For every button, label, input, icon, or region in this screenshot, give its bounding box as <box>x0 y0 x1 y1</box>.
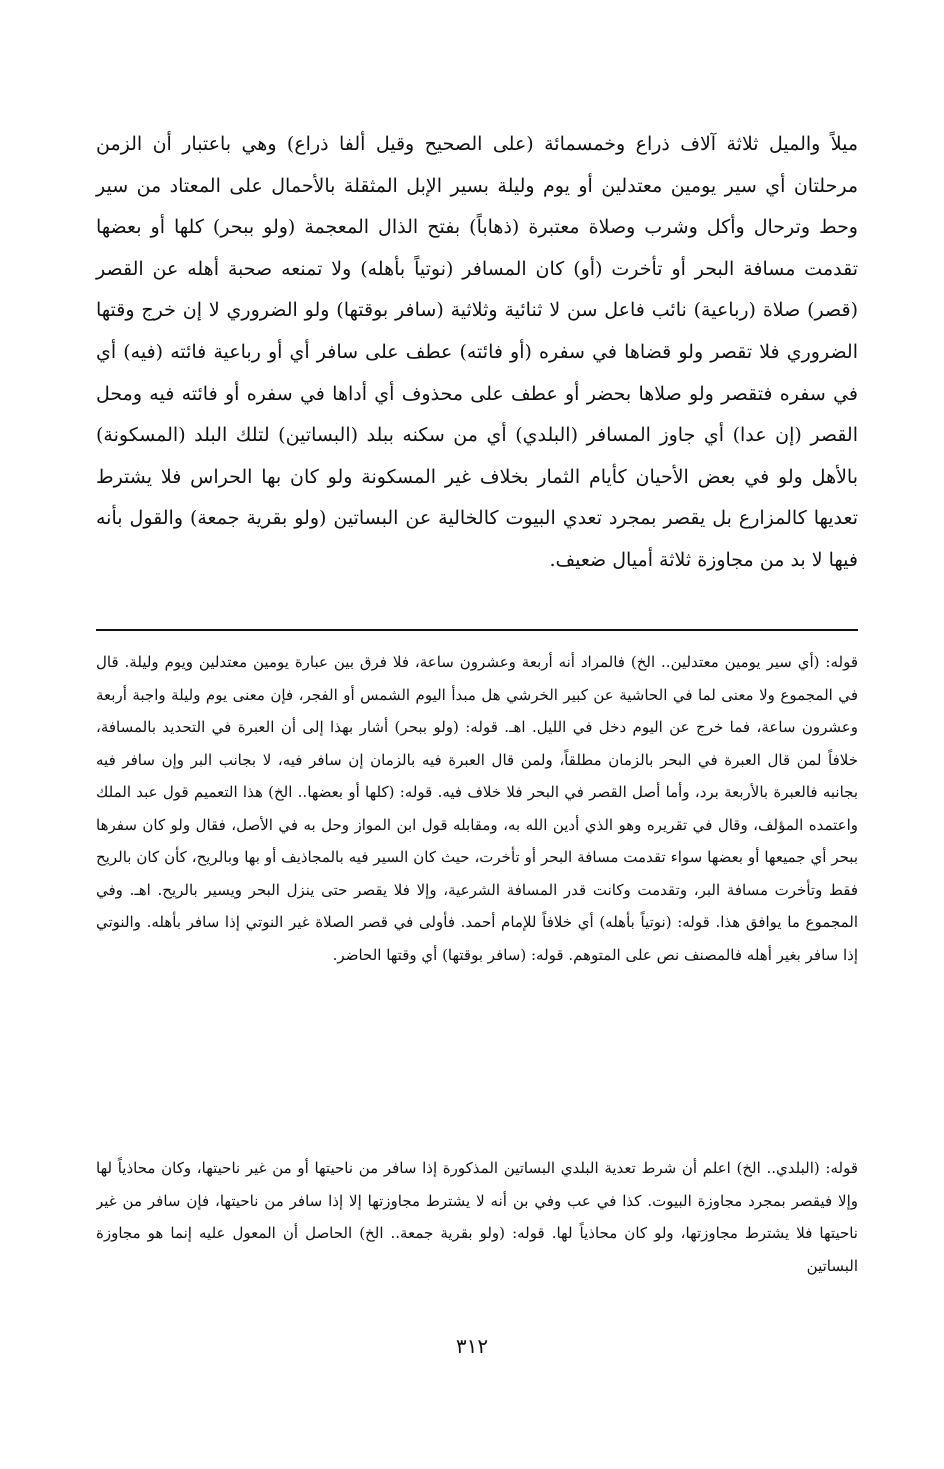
footnote-paragraph-1: قوله: (أي سير يومين معتدلين.. الخ) فالمراد أنه أربعة وعشرون ساعة، فلا فرق بين عبارة يومين معتدلين ويوم وليلة. قال في المجموع ولا معنى لما في الحاشية عن كبير الخرشي هل مبدأ اليوم الشمس أو الفجر، فإن معنى يوم وليلة واجبة أربعة وعشرون ساعة، فما خرج عن اليوم دخل في الليل. اهـ. قوله: (ولو ببحر) أشار بهذا إلى أن العبرة في التحديد بالمسافة، خلافاً لمن قال العبرة في البحر بالزمان مطلقاً، ولمن قال العبرة فيه بالزمان إن سافر فيه، لا بجانب البر وإن سافر فيه بجانبه فالعبرة بالأربعة برد، وأما أصل القصر في البحر فلا خلاف فيه. قوله: (كلها أو بعضها.. الخ) هذا التعميم قول عبد الملك واعتمده المؤلف، وقال في تقريره وهو الذي أدين الله به، ومقابله قول ابن المواز وحل به في الأصل، فقال ولو كان سفرها ببحر أي جميعها أو بعضها سواء تقدمت مسافة البحر أو تأخرت، حيث كان السير فيه بالمجاذيف أو بها وبالريح، كأن كان بالريح فقط وتأخرت مسافة البر، وتقدمت وكانت قدر المسافة الشرعية، وإلا فلا يقصر حتى ينزل البحر ويسير بالريح. اهـ. وفي المجموع ما يوافق هذا. قوله: (نوتياً بأهله) أي خلافاً للإمام أحمد. فأولى في قصر الصلاة غير النوتي إذا سافر بأهله. والنوتي إذا سافر بغير أهله فالمصنف نص على المتوهم. قوله: (سافر بوقتها) أي وقتها الحاضر. <box>96 653 858 964</box>
page-number: ٣١٢ <box>455 1334 489 1358</box>
footnotes-block <box>96 646 858 1284</box>
main-paragraph: ميلاً والميل ثلاثة آلاف ذراع وخمسمائة (على الصحيح وقيل ألفا ذراع) وهي باعتبار أن الزمن مرحلتان أي سير يومين معتدلين أو يوم وليلة بسير الإبل المثقلة بالأحمال على المعتاد من سير وحط وترحال وأكل وشرب وصلاة معتبرة (ذهاباً) بفتح الذال المعجمة (ولو ببحر) كلها أو بعضها تقدمت مسافة البحر أو تأخرت (أو) كان المسافر (نوتياً بأهله) ولا تمنعه صحبة أهله عن القصر (قصر) صلاة (رباعية) نائب فاعل سن لا ثنائية وثلاثية (سافر بوقتها) ولو الضروري لا إن خرج وقتها الضروري فلا تقصر ولو قضاها في سفره (أو فائته) عطف على سافر أي أو رباعية فائته (فيه) أي في سفره فتقصر ولو صلاها بحضر أو عطف على محذوف أي أداها في سفره أو فائته فيه ومحل القصر (إن عدا) أي جاوز المسافر (البلدي) أي من سكنه ببلد (البساتين) لتلك البلد (المسكونة) بالأهل ولو في بعض الأحيان كأيام الثمار بخلاف غير المسكونة ولو كان بها الحراس فلا يشترط تعديها كالمزارع بل يقصر بمجرد تعدي البيوت كالخالية عن البساتين (ولو بقرية جمعة) والقول بأنه فيها لا بد من مجاوزة ثلاثة أميال ضعيف. <box>96 133 858 571</box>
main-text-block <box>96 124 858 582</box>
footnote-divider <box>96 629 858 631</box>
footnote-paragraph-2: قوله: (البلدي.. الخ) اعلم أن شرط تعدية البلدي البساتين المذكورة إذا سافر من ناحيتها أو من غير ناحيتها، وكان محاذياً لها وإلا فيقصر بمجرد مجاوزة البيوت. كذا في عب وفي بن أنه لا يشترط مجاوزتها إلا إذا سافر من ناحيتها، فإن سافر من غير ناحيتها فلا يشترط مجاوزتها، ولو كان محاذياً لها. قوله: (ولو بقرية جمعة.. الخ) الحاصل أن المعول عليه إنما هو مجاوزة البساتين <box>96 1159 858 1275</box>
